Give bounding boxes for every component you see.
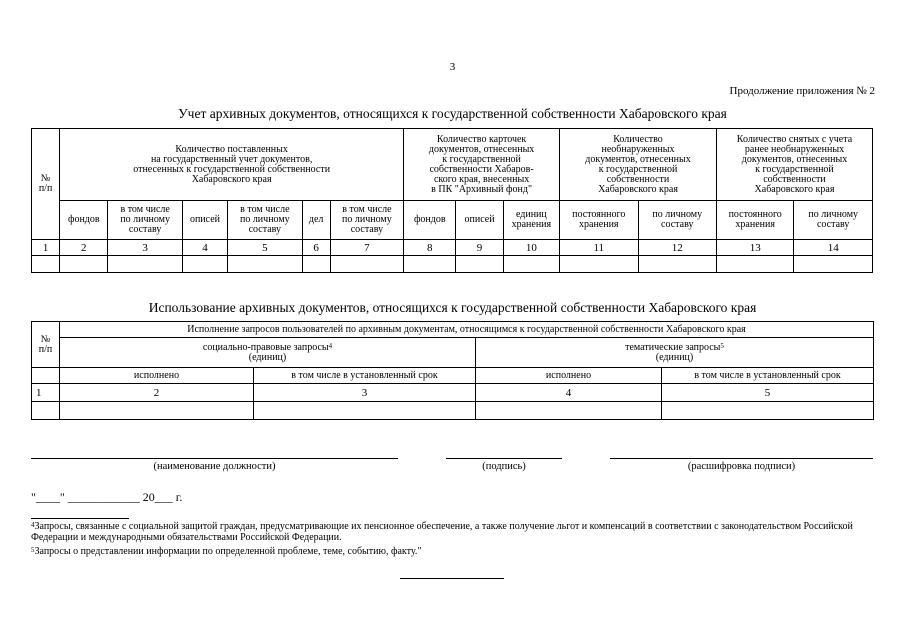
column-number: 2 xyxy=(60,240,108,256)
decoding-label: (расшифровка подписи) xyxy=(687,461,796,472)
subheader: постоянного хранения xyxy=(560,201,638,240)
subheader: в том числе в установленный срок xyxy=(662,368,874,384)
social-requests-header xyxy=(60,338,476,368)
footnote-text: Запросы, связанные с социальной защитой граждан, предусматривающие их пенсионное обеспечение, а также получение льгот и компенсаций в соответствии с законодательством Российской Федерации и международными обязательствами Российской Федерации. xyxy=(31,521,853,543)
empty-cell[interactable] xyxy=(108,256,182,273)
usage-table xyxy=(31,321,874,420)
removed-header: Количество снятых с учета ранее необнаруженных документов, отнесенных к государственной собственности Хабаровского края xyxy=(716,129,872,201)
column-number: 1 xyxy=(32,240,60,256)
empty-cell[interactable] xyxy=(404,256,456,273)
registered-docs-header: Количество поставленных на государственный учет документов, отнесенных к государственной собственности Хабаровского края xyxy=(60,129,404,201)
social-requests-unit: (единиц) xyxy=(248,351,287,363)
column-number: 5 xyxy=(228,240,302,256)
footnote-mark: 5 xyxy=(31,546,35,554)
empty-cell[interactable] xyxy=(32,402,60,420)
column-number: 7 xyxy=(330,240,403,256)
column-number: 3 xyxy=(108,240,182,256)
thematic-requests-header xyxy=(476,338,874,368)
subheader: единиц хранения xyxy=(503,201,559,240)
subheader: дел xyxy=(302,201,330,240)
footnote-5 xyxy=(31,547,873,558)
empty-cell[interactable] xyxy=(794,256,873,273)
empty-cell[interactable] xyxy=(60,402,254,420)
empty-cell[interactable] xyxy=(32,256,60,273)
column-number: 1 xyxy=(32,384,60,402)
footnote-4 xyxy=(31,522,873,543)
requests-header: Исполнение запросов пользователей по архивным документам, относящимся к государственной собственности Хабаровского края xyxy=(60,322,874,338)
empty-cell[interactable] xyxy=(330,256,403,273)
subheader: фондов xyxy=(60,201,108,240)
column-number: 3 xyxy=(254,384,476,402)
footnote-separator xyxy=(31,518,129,519)
empty-cell[interactable] xyxy=(228,256,302,273)
column-number: 11 xyxy=(560,240,638,256)
subheader: постоянного хранения xyxy=(716,201,793,240)
subheader: исполнено xyxy=(476,368,662,384)
subheader: в том числе по личному составу xyxy=(228,201,302,240)
signature-line[interactable] xyxy=(446,458,562,459)
empty-cell[interactable] xyxy=(560,256,638,273)
subheader: по личному составу xyxy=(638,201,716,240)
signature-label: (подпись) xyxy=(482,461,526,472)
subheader: в том числе по личному составу xyxy=(330,201,403,240)
col-number-header: № п/п xyxy=(32,129,60,240)
column-number: 6 xyxy=(302,240,330,256)
not-found-header: Количество необнаруженных документов, отнесенных к государственной собственности Хабаровского края xyxy=(560,129,717,201)
empty-cell[interactable] xyxy=(503,256,559,273)
table-row xyxy=(32,402,874,420)
thematic-requests-label: тематические запросы xyxy=(625,341,721,353)
column-number: 8 xyxy=(404,240,456,256)
footnote-ref: 5 xyxy=(720,341,724,350)
thematic-requests-unit: (единиц) xyxy=(655,351,694,363)
empty-cell[interactable] xyxy=(60,256,108,273)
empty-cell[interactable] xyxy=(662,402,874,420)
empty-cell[interactable] xyxy=(254,402,476,420)
decoding-line[interactable] xyxy=(610,458,873,459)
footnote-mark: 4 xyxy=(31,521,35,529)
table-row xyxy=(32,256,873,273)
column-number: 14 xyxy=(794,240,873,256)
subheader: описей xyxy=(456,201,503,240)
subheader: описей xyxy=(182,201,227,240)
cards-header: Количество карточек документов, отнесенных к государственной собственности Хабаров- ского края, внесенных в ПК "Архивный фонд" xyxy=(404,129,560,201)
column-number: 10 xyxy=(503,240,559,256)
column-number: 9 xyxy=(456,240,503,256)
column-number: 4 xyxy=(182,240,227,256)
social-requests-label: социально-правовые запросы xyxy=(202,341,329,353)
empty-cell[interactable] xyxy=(456,256,503,273)
column-number: 5 xyxy=(662,384,874,402)
subheader: исполнено xyxy=(60,368,254,384)
table1-title: Учет архивных документов, относящихся к государственной собственности Хабаровского края xyxy=(178,106,727,121)
column-number: 13 xyxy=(716,240,793,256)
page-number: 3 xyxy=(449,61,456,73)
table2-title: Использование архивных документов, относящихся к государственной собственности Хабаровского края xyxy=(148,300,757,315)
empty-cell[interactable] xyxy=(476,402,662,420)
col-number-header: № п/п xyxy=(32,322,60,368)
empty-cell[interactable] xyxy=(716,256,793,273)
position-label: (наименование должности) xyxy=(153,461,276,472)
subheader: в том числе в установленный срок xyxy=(254,368,476,384)
footnote-text: Запросы о представлении информации по определенной проблеме, теме, событию, факту." xyxy=(34,546,422,557)
empty-cell xyxy=(32,368,60,384)
column-number: 4 xyxy=(476,384,662,402)
empty-cell[interactable] xyxy=(182,256,227,273)
subheader: в том числе по личному составу xyxy=(108,201,182,240)
empty-cell[interactable] xyxy=(302,256,330,273)
column-number: 12 xyxy=(638,240,716,256)
empty-cell[interactable] xyxy=(638,256,716,273)
position-line[interactable] xyxy=(31,458,398,459)
end-separator xyxy=(400,578,504,579)
accounting-table xyxy=(31,128,873,273)
continuation-label: Продолжение приложения № 2 xyxy=(729,85,875,97)
column-number: 2 xyxy=(60,384,254,402)
subheader: по личному составу xyxy=(794,201,873,240)
subheader: фондов xyxy=(404,201,456,240)
date-line[interactable]: "____" ____________ 20___ г. xyxy=(31,490,183,504)
footnote-ref: 4 xyxy=(328,341,333,350)
